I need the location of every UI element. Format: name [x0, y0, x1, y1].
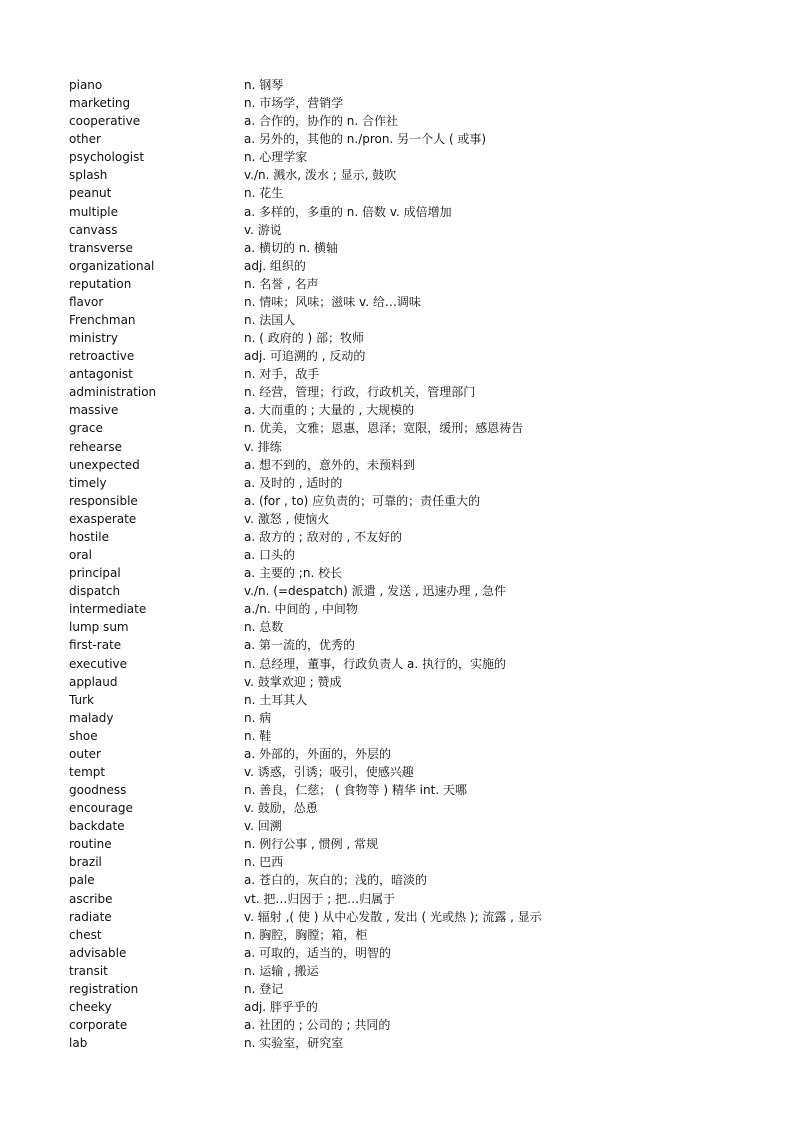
vocab-entry: [69, 691, 749, 709]
vocab-definition: adj. 组织的: [244, 258, 306, 273]
vocab-definition: v. 排练: [244, 439, 282, 454]
vocab-word: massive: [69, 403, 119, 418]
vocab-entry: [69, 871, 749, 889]
vocab-definition: n. 优美，文雅；恩惠，恩泽；宽限，缓刑；感恩祷告: [244, 421, 524, 436]
vocab-word: first-rate: [69, 638, 122, 653]
vocab-entry: [69, 745, 749, 763]
vocab-word: executive: [69, 656, 128, 671]
vocab-entry: [69, 926, 749, 944]
vocab-entry: [69, 655, 749, 673]
vocab-word: applaud: [69, 674, 118, 689]
vocab-entry: [69, 853, 749, 871]
vocab-entry: [69, 112, 749, 130]
vocab-definition: a. 外部的，外面的，外层的: [244, 746, 391, 761]
vocab-word: piano: [69, 78, 103, 92]
vocab-word: other: [69, 132, 101, 147]
vocab-word: cooperative: [69, 114, 141, 129]
vocab-definition: adj. 胖乎乎的: [244, 999, 318, 1014]
vocab-entry: [69, 275, 749, 293]
vocab-definition: a. 想不到的，意外的，未预料到: [244, 457, 415, 472]
vocab-entry: [69, 727, 749, 745]
vocab-entry: [69, 221, 749, 239]
vocab-entry: [69, 510, 749, 528]
vocab-entry: [69, 329, 749, 347]
vocab-entry: [69, 365, 749, 383]
vocab-word: peanut: [69, 186, 112, 201]
vocab-word: retroactive: [69, 349, 135, 364]
vocab-definition: a. 另外的，其他的 n./pron. 另一个人 ( 或事): [244, 132, 487, 147]
vocab-definition: n. 法国人: [244, 313, 296, 328]
vocab-word: exasperate: [69, 511, 137, 526]
vocab-entry: [69, 76, 749, 94]
vocab-definition: n. 情味；风味；滋味 v. 给…调味: [244, 294, 421, 309]
vocab-word: canvass: [69, 222, 118, 237]
vocab-definition: n. 实验室，研究室: [244, 1036, 344, 1051]
vocab-word: advisable: [69, 945, 127, 960]
vocab-definition: a. 口头的: [244, 548, 295, 563]
vocab-word: marketing: [69, 96, 131, 111]
vocab-word: corporate: [69, 1018, 128, 1033]
vocab-definition: n. 病: [244, 710, 272, 725]
vocab-entry: [69, 962, 749, 980]
vocab-word: psychologist: [69, 150, 145, 165]
vocab-entry: [69, 835, 749, 853]
vocab-definition: v. 激怒 , 使恼火: [244, 511, 330, 526]
vocab-word: goodness: [69, 783, 127, 798]
vocab-word: lump sum: [69, 620, 129, 635]
vocab-entry: [69, 636, 749, 654]
vocab-definition: n. ( 政府的 ) 部；牧师: [244, 331, 365, 346]
vocab-word: backdate: [69, 819, 125, 834]
vocab-entry: [69, 166, 749, 184]
vocab-definition: a. 第一流的，优秀的: [244, 638, 355, 653]
vocab-entry: [69, 239, 749, 257]
vocab-definition: v. 鼓励，怂恿: [244, 801, 318, 816]
vocab-word: unexpected: [69, 457, 140, 472]
vocab-entry: [69, 618, 749, 636]
vocab-entry: [69, 564, 749, 582]
vocab-entry: [69, 148, 749, 166]
vocab-word: pale: [69, 873, 95, 888]
vocab-entry: [69, 184, 749, 202]
vocab-definition: v./n. 溅水, 泼水 ; 显示, 鼓吹: [244, 168, 397, 183]
vocab-definition: v. 诱惑，引诱；吸引，使感兴趣: [244, 764, 414, 779]
vocab-definition: a./n. 中间的 , 中间物: [244, 602, 358, 617]
vocab-definition: n. 名誉 , 名声: [244, 276, 319, 291]
vocab-definition: n. 运输 , 搬运: [244, 963, 319, 978]
vocab-entry: [69, 347, 749, 365]
vocab-entry: [69, 600, 749, 618]
vocab-word: responsible: [69, 493, 138, 508]
vocab-entry: [69, 492, 749, 510]
vocab-definition: n. 市场学，营销学: [244, 96, 344, 111]
vocab-word: antagonist: [69, 367, 133, 382]
vocab-definition: n. 鞋: [244, 728, 272, 743]
vocab-word: grace: [69, 421, 103, 436]
vocab-entry: [69, 709, 749, 727]
vocab-word: Turk: [69, 692, 94, 707]
vocab-definition: adj. 可追溯的 , 反动的: [244, 349, 366, 364]
vocab-word: administration: [69, 385, 157, 400]
vocab-word: Frenchman: [69, 313, 136, 328]
vocab-word: dispatch: [69, 584, 121, 599]
vocab-entry: [69, 383, 749, 401]
vocab-definition: a. 及时的 , 适时的: [244, 475, 343, 490]
vocab-entry: [69, 474, 749, 492]
vocab-definition: n. 胸腔，胸膛；箱，柜: [244, 927, 368, 942]
vocab-word: reputation: [69, 276, 132, 291]
vocab-definition: n. 心理学家: [244, 150, 308, 165]
vocab-entry: [69, 203, 749, 221]
vocab-entry: [69, 311, 749, 329]
vocab-definition: n. 土耳其人: [244, 692, 308, 707]
vocab-entry: [69, 456, 749, 474]
vocab-entry: [69, 944, 749, 962]
vocab-word: shoe: [69, 728, 98, 743]
vocab-entry: [69, 130, 749, 148]
vocab-definition: v. 回溯: [244, 819, 282, 834]
vocabulary-list: [69, 76, 749, 1052]
vocab-definition: v. 游说: [244, 222, 282, 237]
vocab-definition: a. 横切的 n. 横轴: [244, 240, 339, 255]
vocab-word: ascribe: [69, 891, 113, 906]
vocab-definition: n. 经营，管理；行政，行政机关，管理部门: [244, 385, 476, 400]
vocab-definition: v./n. (=despatch) 派遣 , 发送 , 迅速办理 , 急件: [244, 584, 506, 599]
vocab-definition: a. 敌方的 ; 敌对的 , 不友好的: [244, 529, 403, 544]
vocab-word: encourage: [69, 801, 133, 816]
vocab-definition: v. 鼓掌欢迎 ; 赞成: [244, 674, 342, 689]
vocab-word: chest: [69, 927, 102, 942]
vocab-definition: n. 善良，仁慈； ( 食物等 ) 精华 int. 天哪: [244, 783, 467, 798]
vocab-definition: a. 大而重的 ; 大量的 , 大规模的: [244, 403, 415, 418]
vocab-entry: [69, 781, 749, 799]
vocab-definition: a. 苍白的，灰白的；浅的，暗淡的: [244, 873, 427, 888]
vocab-word: multiple: [69, 204, 119, 219]
vocab-definition: n. 巴西: [244, 855, 284, 870]
vocab-word: routine: [69, 837, 112, 852]
vocab-word: registration: [69, 981, 139, 996]
vocab-definition: a. 社团的 ; 公司的 ; 共同的: [244, 1018, 391, 1033]
vocab-word: splash: [69, 168, 108, 183]
vocab-entry: [69, 908, 749, 926]
vocab-word: radiate: [69, 909, 112, 924]
vocab-word: ministry: [69, 331, 118, 346]
vocab-word: cheeky: [69, 999, 112, 1014]
vocab-entry: [69, 817, 749, 835]
vocab-entry: [69, 998, 749, 1016]
vocab-entry: [69, 293, 749, 311]
vocab-entry: [69, 1016, 749, 1034]
vocab-word: transverse: [69, 240, 133, 255]
vocab-entry: [69, 528, 749, 546]
vocab-word: tempt: [69, 764, 106, 779]
vocab-word: malady: [69, 710, 114, 725]
vocab-definition: n. 钢琴: [244, 78, 284, 92]
vocab-entry: [69, 673, 749, 691]
vocab-word: intermediate: [69, 602, 147, 617]
vocab-entry: [69, 438, 749, 456]
vocab-definition: n. 总经理，董事，行政负责人 a. 执行的，实施的: [244, 656, 507, 671]
vocab-definition: n. 总数: [244, 620, 284, 635]
vocab-definition: vt. 把…归因于 ; 把…归属于: [244, 891, 396, 906]
vocab-definition: n. 登记: [244, 981, 284, 996]
vocab-entry: [69, 94, 749, 112]
vocab-word: oral: [69, 548, 92, 563]
vocab-entry: [69, 763, 749, 781]
vocab-entry: [69, 257, 749, 275]
vocab-word: principal: [69, 566, 121, 581]
vocab-entry: [69, 401, 749, 419]
vocab-definition: v. 辐射 ,( 使 ) 从中心发散 , 发出 ( 光或热 ); 流露 , 显示: [244, 909, 542, 924]
vocab-word: transit: [69, 963, 108, 978]
vocab-entry: [69, 546, 749, 564]
vocab-definition: n. 花生: [244, 186, 284, 201]
vocab-entry: [69, 980, 749, 998]
vocab-entry: [69, 890, 749, 908]
vocab-word: hostile: [69, 529, 109, 544]
vocab-entry: [69, 799, 749, 817]
vocab-word: organizational: [69, 258, 155, 273]
vocab-definition: a. (for , to) 应负责的；可靠的；责任重大的: [244, 493, 481, 508]
vocab-word: flavor: [69, 294, 104, 309]
vocab-word: rehearse: [69, 439, 122, 454]
vocab-definition: n. 例行公事 , 惯例 , 常规: [244, 837, 379, 852]
vocab-word: lab: [69, 1036, 88, 1051]
vocab-entry: [69, 1034, 749, 1052]
vocab-definition: n. 对手，敌手: [244, 367, 320, 382]
vocab-entry: [69, 419, 749, 437]
vocab-definition: a. 多样的，多重的 n. 倍数 v. 成倍增加: [244, 204, 452, 219]
vocab-word: timely: [69, 475, 107, 490]
vocab-definition: a. 可取的，适当的，明智的: [244, 945, 391, 960]
vocab-word: outer: [69, 746, 101, 761]
vocab-entry: [69, 582, 749, 600]
vocab-definition: a. 主要的 ;n. 校长: [244, 566, 343, 581]
vocab-definition: a. 合作的，协作的 n. 合作社: [244, 114, 399, 129]
vocab-word: brazil: [69, 855, 102, 870]
